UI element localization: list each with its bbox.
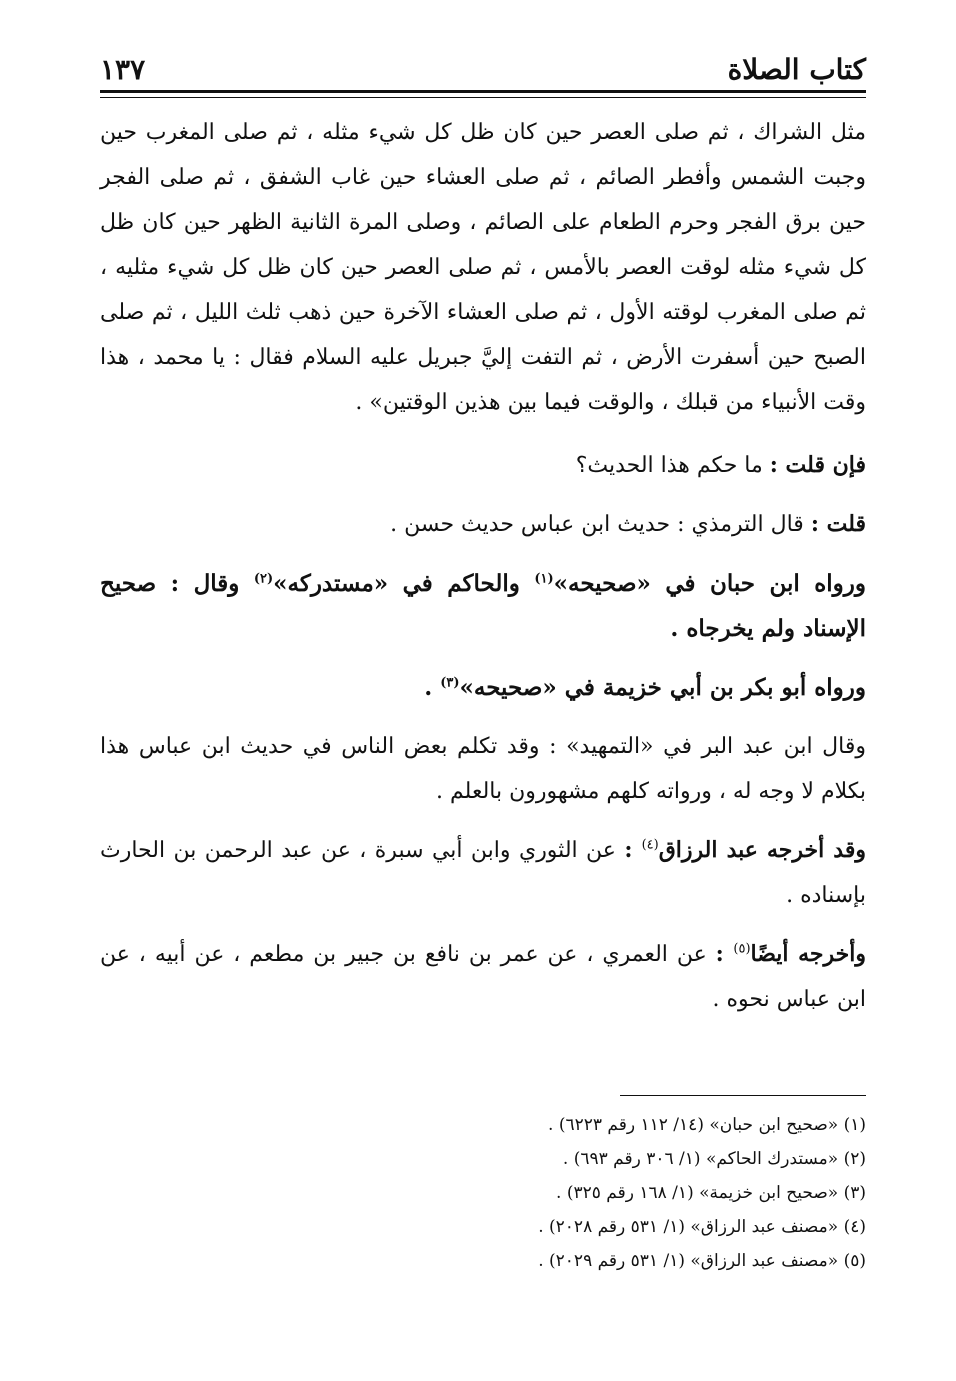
- paragraph-question: [100, 443, 866, 488]
- hakim-text: والحاكم في «مستدركه»: [273, 570, 535, 597]
- footnote-4: (٤) «مصنف عبد الرزاق» (١/ ٥٣١ رقم ٢٠٢٨) .: [538, 1217, 866, 1237]
- paragraph-ibn-abd-al-barr: وقال ابن عبد البر في «التمهيد» : وقد تكلم بعض الناس في حديث ابن عباس هذا بكلام لا وجه له ، ورواته كلهم مشهورون بالعلم .: [100, 734, 866, 804]
- page-number: ١٣٧: [100, 53, 146, 86]
- abd-al-razzaq-label: وقد أخرجه عبد الرزاق: [658, 837, 866, 863]
- footnote-2: (٢) «مستدرك الحاكم» (١/ ٣٠٦ رقم ٦٩٣) .: [562, 1149, 866, 1169]
- also-narrated-text: عن العمري ، عن عمر بن نافع بن جبير بن مطعم ، عن أبيه ، عن ابن عباس نحوه .: [100, 942, 866, 1012]
- paragraph-hadith-text: مثل الشراك ، ثم صلى العصر حين كان ظل كل شيء مثله ، ثم صلى المغرب حين وجبت الشمس وأفطر الصائم ، ثم صلى العشاء حين غاب الشفق ، ثم صلى الفجر حين برق الفجر وحرم الطعام على الصائم ، وصلى المرة الثانية الظهر حين كان ظل كل شيء مثله لوقت العصر بالأمس ، ثم صلى العصر حين كان ظل كل شيء مثليه ، ثم صلى المغرب لوقته الأول ، ثم صلى العشاء الآخرة حين ذهب ثلث الليل ، ثم صلى الصبح حين أسفرت الأرض ، ثم التفت إليَّ جبريل عليه السلام فقال : يا محمد ، هذا وقت الأنبياء من قبلك ، والوقت فيما بين هذين الوقتين» .: [100, 120, 866, 415]
- hakim-verdict: وقال : صحيح الإسناد ولم يخرجاه .: [100, 570, 866, 642]
- also-narrated-label: وأخرجه أيضًا: [750, 941, 866, 967]
- ibn-hibban-text: ورواه ابن حبان في «صحيحه»: [553, 570, 867, 597]
- page-header: [100, 30, 866, 86]
- footnote-ref-5: (٥): [733, 941, 751, 957]
- header-rule-thin: [100, 97, 866, 98]
- footnote-ref-1: (١): [534, 571, 554, 587]
- footnote-separator: [620, 1095, 866, 1096]
- paragraph-abd-al-razzaq: [100, 828, 866, 918]
- footnote-ref-3: (٣): [440, 675, 460, 691]
- footnote-5: (٥) «مصنف عبد الرزاق» (١/ ٥٣١ رقم ٢٠٢٩) .: [538, 1251, 866, 1271]
- footnotes: [100, 1108, 866, 1278]
- paragraph-answer: [100, 502, 866, 547]
- footnote-ref-4: (٤): [641, 837, 659, 853]
- also-narrated-colon: :: [715, 941, 734, 967]
- paragraph-also-narrated: [100, 932, 866, 1022]
- answer-label: قلت :: [810, 511, 866, 537]
- footnote-ref-2: (٢): [253, 571, 274, 587]
- answer-text: قال الترمذي : حديث ابن عباس حديث حسن .: [390, 512, 811, 537]
- ibn-khuzaymah-text: ورواه أبو بكر بن أبي خزيمة في «صحيحه»: [459, 674, 866, 701]
- paragraph-ibn-hibban: [100, 561, 866, 651]
- running-title: كتاب الصلاة: [727, 53, 866, 86]
- question-text: ما حكم هذا الحديث؟: [575, 453, 770, 478]
- abd-al-razzaq-text: عن الثوري وابن أبي سبرة ، عن عبد الرحمن بن الحارث بإسناده .: [100, 838, 866, 908]
- footnote-3: (٣) «صحيح ابن خزيمة» (١/ ١٦٨ رقم ٣٢٥) .: [556, 1183, 866, 1203]
- abd-al-razzaq-colon: :: [624, 837, 642, 863]
- paragraph-ibn-khuzaymah: [100, 665, 866, 710]
- footnote-1: (١) «صحيح ابن حبان» (١٤/ ١١٢ رقم ٦٢٢٣) .: [548, 1115, 866, 1135]
- question-label: فإن قلت :: [769, 452, 866, 478]
- main-text: [100, 110, 866, 1022]
- ibn-khuzaymah-end: .: [424, 674, 441, 701]
- header-rule-thick: [100, 90, 866, 93]
